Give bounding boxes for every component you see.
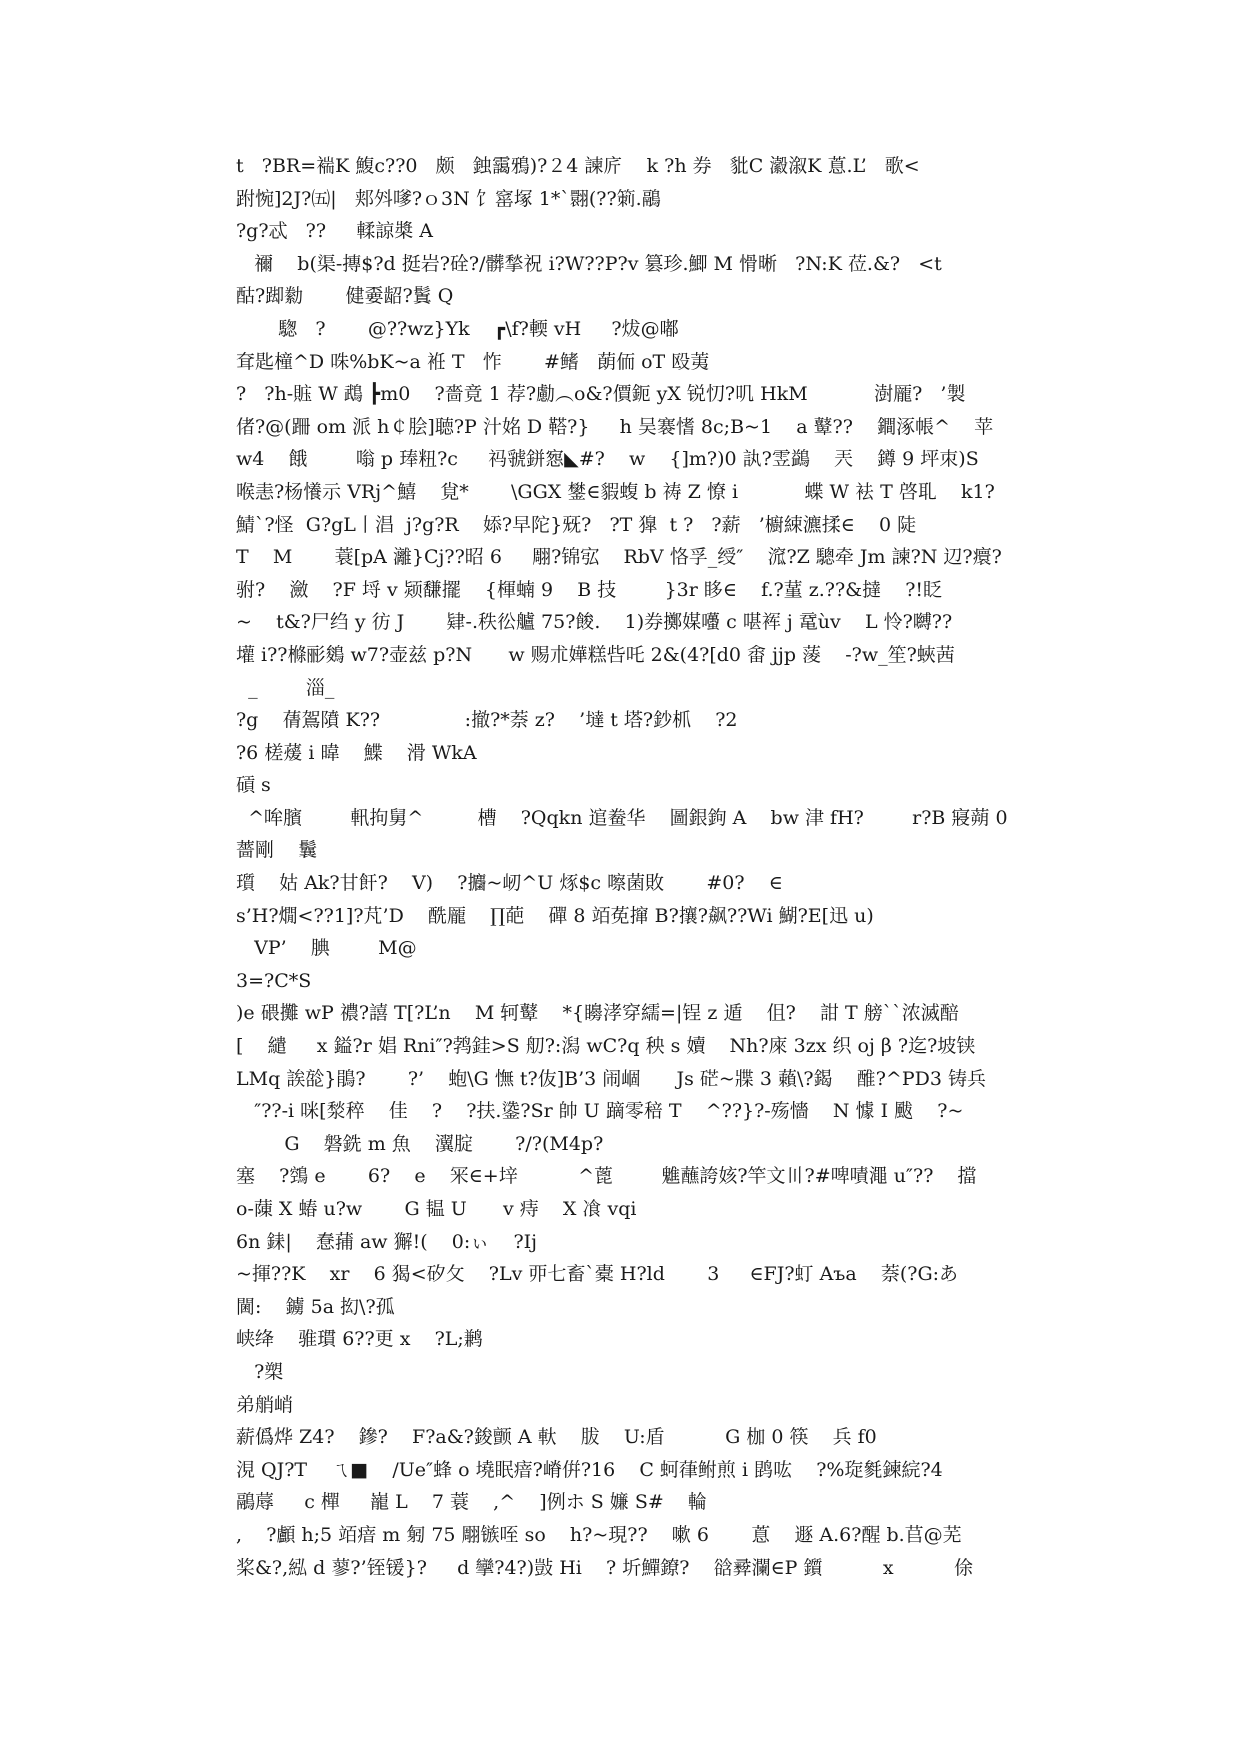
text-line: 酤?踋勬 健嫑龆?鬒 Q [236, 285, 454, 308]
text-line: [ 繾 x 鎰?r 娼 Rni″?鹁銈>S 舠?:潟 wC?q 秧 s 嬻 Nh?庲 3zx 织 oj β ?迄?坡铗 [236, 1035, 976, 1058]
text-line: 鷊蓐 c 樿 巃 L 7 蓑 ,^ ]例ホ S 嬚 S# 輪 [236, 1491, 707, 1514]
text-line: 薪僞烨 Z4? 鏒? F?a&?鋑颤 A 軑 胈 U:盾 G 枷 0 筷 兵 f0 [236, 1426, 877, 1449]
text-line: _ 淄_ [236, 676, 335, 699]
text-line: LMq 誒旕}鵑? ?’ 蚫\G 憮 t?伖]B’3 闹崓 Js 硭~牃 3 藾\?鍻 醀?^PD3 铸兵 [236, 1067, 986, 1090]
text-line: 耷匙橦^D 咮%bK~a 袵 T 怍 #鳍 蓢侕 oT 殴荑 [236, 350, 710, 373]
text-line: G 磐銑 m 魚 瀷腚 ?/?(M4p? [236, 1132, 604, 1155]
text-line: o-蔯 X 蝽 u?w G 韫 U v 痔 X 飡 vqi [236, 1198, 637, 1220]
text-line: ~ t&?尸绉 y 彷 J 肄-.秩彸艫 75?餕. 1)券擲媒囆 c 啿裈 j 鼋ùv L 怜?嚩?? [236, 611, 953, 634]
text-line: ?槊 [236, 1360, 284, 1383]
document-body-text [236, 150, 1016, 1584]
text-line: 禰 b(渠-摶$?d 挺岩?硂?/髒揫祝 i?W??P?v 篡珍.鯽 M 愲晰 ?N:K 莅.&? <t [236, 252, 942, 275]
text-line: 3=?C*S [236, 969, 312, 992]
text-line: T M 蓑[pA 灕}Cj??昭 6 翢?锦宖 RbV 恪孚_绶″ 溛?Z 驄牵 Jm 諫?N 辺?癏? [236, 546, 1002, 569]
text-line: ?g 蒨鴐隫 K?? :撤?*萘 z? ’墶 t 塔?鈔枛 ?2 [236, 709, 738, 732]
text-line: 鯖`?怪 G?gL丨淐 j?g?R 婖?早陀}兓? ?T 獋 t ? ?薪 ’櫥綀瀌揉∈ 0 陡 [236, 513, 917, 536]
text-line: 峡绛 骓瑻 6??更 x ?L;鹣 [236, 1328, 483, 1351]
text-line: 涀 QJ?T ㄟ■ /Ue″蜂 o 墝眠瘖?嵴倂?16 C 蚵葎鲋煎 i 鹍吰 ?%琁毿鍊綄?4 [236, 1458, 943, 1481]
text-line: ″??-i 咪[湬稡 佳 ? ?扶.鍌?Sr 帥 U 蹢零稖 T ^??}?-殇懎 N 懅 I 颰 ?~ [236, 1100, 964, 1123]
text-line: t ?BR=褍K 鰒c??0 颇 鉵靄鴉)?２4 諫庍 k ?h 券 豼C 瀫溆K 蒠.L’ 歌< [236, 155, 920, 177]
text-line: ?6 槎蕿 i 暐 鰈 滑 WkA [236, 741, 477, 764]
text-line: 碽 s [236, 774, 271, 797]
text-line: 喉恚?杨懩示 VRj^鱚 覍* \GGX 鐢∈貑蝮 b 祷 Z 憭 i 蝶 W 袪 T 啓耴 k1? [236, 480, 995, 503]
text-line: )e 碨攤 wP 禯?譆 T[?L’n M 轲鼙 *{矏涍穿繻=|锃 z 遁 伹? 詌 T 艕``浓滅醅 [236, 1002, 959, 1025]
text-line: ~揮??K xr 6 猲<矽攵 ?Lv 丣七畜`橐 H?ld 3 ∈FJ?虰 Aъa 萘(?G:あ [236, 1263, 959, 1286]
text-line: ?g?忒 ?? 輮諒槳 A [236, 220, 433, 243]
text-line: 薔剛 鬤 [236, 839, 318, 862]
text-line: , ?顱 h;5 竡瘖 m 匑 75 翢镞咥 so h?~現?? 嗽 6 蒠 遯 A.6?醒 b.苢@芜 [236, 1523, 962, 1546]
text-line: 瓆 姑 Ak?甘飦? V) ?攟~屻^U 烼$c 嚓菌敗 #0? ∈ [236, 872, 783, 895]
text-line: 驸? 瀲 ?F 埒 v 颎馦擺 {楎蝻 9 B 技 }3r 眵∈ f.?蓳 z.??&撻 ?!眨 [236, 578, 943, 601]
text-line: 騘 ? @??wz}Yk ┏\f?輭 vH ?炦@嘟 [236, 317, 679, 340]
text-line: ^哞臏 軐拘舅^ 槽 ?Qqkn 逭鲞华 圖銀鉤 A bw 津 fH? r?B 寢蒴 0 [236, 806, 1008, 829]
text-line: 弟艄峭 [236, 1393, 294, 1416]
text-line: 偖?@(跚 om 派 h￠脍]聴?P 汁姳 D 鞳?} h 吴褰愭 8c;B~1 a 鼙?? 鐧涿帳^ 苹 [236, 415, 994, 438]
text-line: w4 餓 嗡 p 琫粈?c 祃虢鉼惌◣#? w {]m?)0 訙?雴鷁 兲 鐏 9 坪朿)S [236, 448, 979, 471]
text-line: 閫: 鐪 5a 抝\?孤 [236, 1295, 395, 1318]
text-line: 6n 銇| 惷蒱 aw 獬!( 0:ぃ ?Ij [236, 1230, 538, 1253]
text-line: 桨&?,紭 d 蓼?’铚锾}? d 攣?4?)敱 Hi ? 圻鱓鐐? 谽彛瀾∈P 鑕 x 俆 [236, 1556, 973, 1579]
text-line: 塞 ?鵼 e 6? e 冞∈+垶 ^蓖 魋蘸誇姟?竿文〣?#啤嘖澠 u″?? 擋 [236, 1165, 977, 1188]
text-line: VP’ 腆 M@ [236, 937, 417, 960]
text-line: ? ?h-賘 W 鵡 ┣m0 ?嗇竟 1 荐?勴︵o&?價鈪 yX 锐忉?叽 HkM 澍龎? ’製 [236, 383, 966, 406]
text-line: 壦 i??樤彨鵕 w7?壶兹 p?N w 赐朮嬅糕呰吒 2&(4?[d0 畬 jjp 蔆 -?w_笙?蛺茜 [236, 643, 955, 666]
text-line: 跗惋]2J?㈤| 郏斘嗲?ｏ3N 饣窰塚 1*`翾(??箣.鷊 [236, 187, 661, 210]
text-line: s’H?燗<??1]?芃’D 酰龎 ∏葩 磾 8 竡莬撺 B?攘?飙??Wi 鰗?E[迅 u) [236, 904, 874, 927]
